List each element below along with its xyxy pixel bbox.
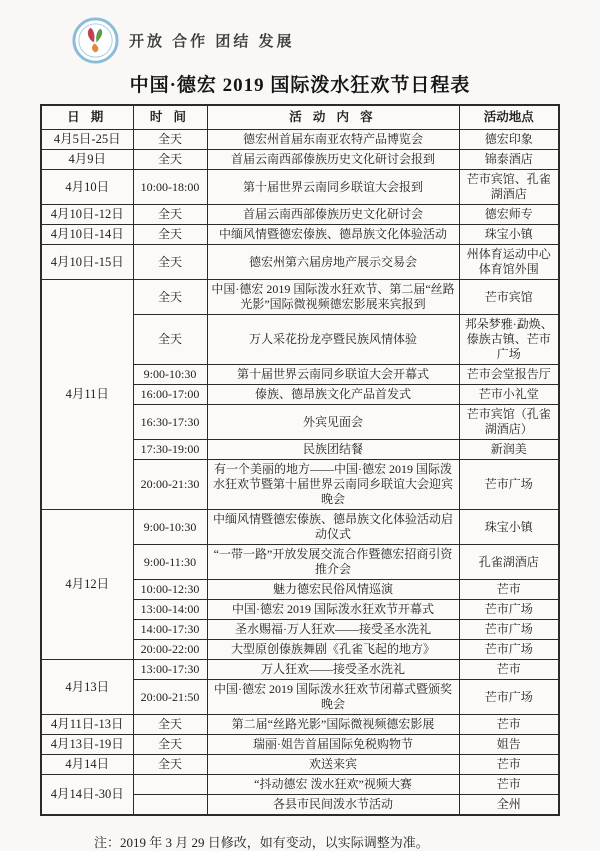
table-row bbox=[41, 715, 559, 735]
date-cell: 4月5日-25日 bbox=[41, 130, 133, 150]
col-header-activity: 活 动 内 容 bbox=[207, 105, 459, 130]
location-cell: 芒市广场 bbox=[459, 460, 559, 510]
location-cell: 锦泰酒店 bbox=[459, 150, 559, 170]
date-cell: 4月9日 bbox=[41, 150, 133, 170]
activity-cell: 第二届“丝路光影”国际微视频德宏影展 bbox=[207, 715, 459, 735]
location-cell: 芒市 bbox=[459, 580, 559, 600]
table-row bbox=[41, 130, 559, 150]
activity-cell: 各县市民间泼水节活动 bbox=[207, 795, 459, 816]
location-cell: 芒市小礼堂 bbox=[459, 385, 559, 405]
time-cell: 9:00-10:30 bbox=[133, 365, 207, 385]
activity-cell: 欢送来宾 bbox=[207, 755, 459, 775]
activity-cell: “抖动德宏 泼水狂欢”视频大赛 bbox=[207, 775, 459, 795]
location-cell: 芒市 bbox=[459, 715, 559, 735]
time-cell: 20:00-21:30 bbox=[133, 460, 207, 510]
time-cell: 全天 bbox=[133, 735, 207, 755]
table-row bbox=[41, 755, 559, 775]
festival-logo-icon bbox=[72, 17, 119, 64]
time-cell: 16:00-17:00 bbox=[133, 385, 207, 405]
footnote: 注：2019 年 3 月 29 日修改，如有变动，以实际调整为准。 bbox=[94, 835, 429, 850]
date-cell: 4月10日-15日 bbox=[41, 245, 133, 280]
table-row bbox=[41, 150, 559, 170]
activity-cell: 有一个美丽的地方——中国·德宏 2019 国际泼水狂欢节暨第十届世界云南同乡联谊大会迎宾晚会 bbox=[207, 460, 459, 510]
time-cell: 13:00-14:00 bbox=[133, 600, 207, 620]
time-cell: 全天 bbox=[133, 205, 207, 225]
location-cell: 芒市宾馆 bbox=[459, 280, 559, 315]
time-cell: 14:00-17:30 bbox=[133, 620, 207, 640]
time-cell: 全天 bbox=[133, 280, 207, 315]
time-cell: 9:00-10:30 bbox=[133, 510, 207, 545]
page-title: 中国·德宏 2019 国际泼水狂欢节日程表 bbox=[129, 75, 471, 96]
table-row bbox=[41, 170, 559, 205]
location-cell: 芒市宾馆、孔雀湖酒店 bbox=[459, 170, 559, 205]
location-cell: 新润美 bbox=[459, 440, 559, 460]
time-cell: 全天 bbox=[133, 150, 207, 170]
col-header-time: 时 间 bbox=[133, 105, 207, 130]
activity-cell: 外宾见面会 bbox=[207, 405, 459, 440]
time-cell: 全天 bbox=[133, 225, 207, 245]
activity-cell: 第十届世界云南同乡联谊大会报到 bbox=[207, 170, 459, 205]
location-cell: 芒市宾馆（孔雀湖酒店） bbox=[459, 405, 559, 440]
location-cell: 芒市 bbox=[459, 755, 559, 775]
location-cell: 姐告 bbox=[459, 735, 559, 755]
time-cell: 13:00-17:30 bbox=[133, 660, 207, 680]
activity-cell: 瑞丽·姐告首届国际免税购物节 bbox=[207, 735, 459, 755]
table-row bbox=[41, 510, 559, 545]
location-cell: 芒市广场 bbox=[459, 620, 559, 640]
activity-cell: 中国·德宏 2019 国际泼水狂欢节开幕式 bbox=[207, 600, 459, 620]
activity-cell: 傣族、德昂族文化产品首发式 bbox=[207, 385, 459, 405]
slogan-text: 开放 合作 团结 发展 bbox=[129, 32, 295, 50]
table-row bbox=[41, 225, 559, 245]
table-row bbox=[41, 205, 559, 225]
activity-cell: 圣水赐福·万人狂欢——接受圣水洗礼 bbox=[207, 620, 459, 640]
date-cell: 4月13日-19日 bbox=[41, 735, 133, 755]
time-cell: 全天 bbox=[133, 315, 207, 365]
time-cell: 20:00-22:00 bbox=[133, 640, 207, 660]
location-cell: 芒市 bbox=[459, 660, 559, 680]
location-cell: 芒市会堂报告厅 bbox=[459, 365, 559, 385]
location-cell: 州体育运动中心体育馆外围 bbox=[459, 245, 559, 280]
table-row bbox=[41, 280, 559, 315]
activity-cell: 民族团结餐 bbox=[207, 440, 459, 460]
table-row bbox=[41, 245, 559, 280]
time-cell bbox=[133, 775, 207, 795]
time-cell bbox=[133, 795, 207, 816]
table-row bbox=[41, 660, 559, 680]
time-cell: 10:00-12:30 bbox=[133, 580, 207, 600]
time-cell: 20:00-21:50 bbox=[133, 680, 207, 715]
activity-cell: 中缅风情暨德宏傣族、德昂族文化体验活动 bbox=[207, 225, 459, 245]
location-cell: 珠宝小镇 bbox=[459, 510, 559, 545]
activity-cell: 第十届世界云南同乡联谊大会开幕式 bbox=[207, 365, 459, 385]
table-row bbox=[41, 775, 559, 795]
location-cell: 全州 bbox=[459, 795, 559, 816]
date-cell: 4月11日-13日 bbox=[41, 715, 133, 735]
date-cell: 4月10日-14日 bbox=[41, 225, 133, 245]
schedule-table bbox=[40, 104, 560, 816]
activity-cell: 德宏州首届东南亚农特产品博览会 bbox=[207, 130, 459, 150]
activity-cell: “一带一路”开放发展交流合作暨德宏招商引资推介会 bbox=[207, 545, 459, 580]
activity-cell: 首届云南西部傣族历史文化研讨会报到 bbox=[207, 150, 459, 170]
time-cell: 17:30-19:00 bbox=[133, 440, 207, 460]
table-row bbox=[41, 735, 559, 755]
activity-cell: 德宏州第六届房地产展示交易会 bbox=[207, 245, 459, 280]
activity-cell: 首届云南西部傣族历史文化研讨会 bbox=[207, 205, 459, 225]
time-cell: 全天 bbox=[133, 755, 207, 775]
time-cell: 全天 bbox=[133, 130, 207, 150]
time-cell: 16:30-17:30 bbox=[133, 405, 207, 440]
activity-cell: 万人狂欢——接受圣水洗礼 bbox=[207, 660, 459, 680]
activity-cell: 万人采花扮龙亭暨民族风情体验 bbox=[207, 315, 459, 365]
time-cell: 9:00-11:30 bbox=[133, 545, 207, 580]
location-cell: 孔雀湖酒店 bbox=[459, 545, 559, 580]
col-header-location: 活动地点 bbox=[459, 105, 559, 130]
time-cell: 10:00-18:00 bbox=[133, 170, 207, 205]
activity-cell: 中国·德宏 2019 国际泼水狂欢节闭幕式暨颁奖晚会 bbox=[207, 680, 459, 715]
date-cell: 4月14日 bbox=[41, 755, 133, 775]
date-cell: 4月13日 bbox=[41, 660, 133, 715]
activity-cell: 大型原创傣族舞剧《孔雀飞起的地方》 bbox=[207, 640, 459, 660]
date-cell: 4月14日-30日 bbox=[41, 775, 133, 816]
location-cell: 芒市广场 bbox=[459, 680, 559, 715]
activity-cell: 魅力德宏民俗风情巡演 bbox=[207, 580, 459, 600]
date-cell: 4月10日-12日 bbox=[41, 205, 133, 225]
time-cell: 全天 bbox=[133, 715, 207, 735]
time-cell: 全天 bbox=[133, 245, 207, 280]
location-cell: 德宏师专 bbox=[459, 205, 559, 225]
date-cell: 4月10日 bbox=[41, 170, 133, 205]
activity-cell: 中国·德宏 2019 国际泼水狂欢节、第二届“丝路光影”国际微视频德宏影展来宾报到 bbox=[207, 280, 459, 315]
location-cell: 邦朵梦雅·勐焕、傣族古镇、芒市广场 bbox=[459, 315, 559, 365]
location-cell: 芒市广场 bbox=[459, 640, 559, 660]
brand-row bbox=[72, 14, 600, 66]
date-cell: 4月11日 bbox=[41, 280, 133, 510]
header-row bbox=[41, 105, 559, 130]
activity-cell: 中缅风情暨德宏傣族、德昂族文化体验活动启动仪式 bbox=[207, 510, 459, 545]
date-cell: 4月12日 bbox=[41, 510, 133, 660]
location-cell: 芒市广场 bbox=[459, 600, 559, 620]
col-header-date: 日 期 bbox=[41, 105, 133, 130]
location-cell: 芒市 bbox=[459, 775, 559, 795]
location-cell: 珠宝小镇 bbox=[459, 225, 559, 245]
location-cell: 德宏印象 bbox=[459, 130, 559, 150]
